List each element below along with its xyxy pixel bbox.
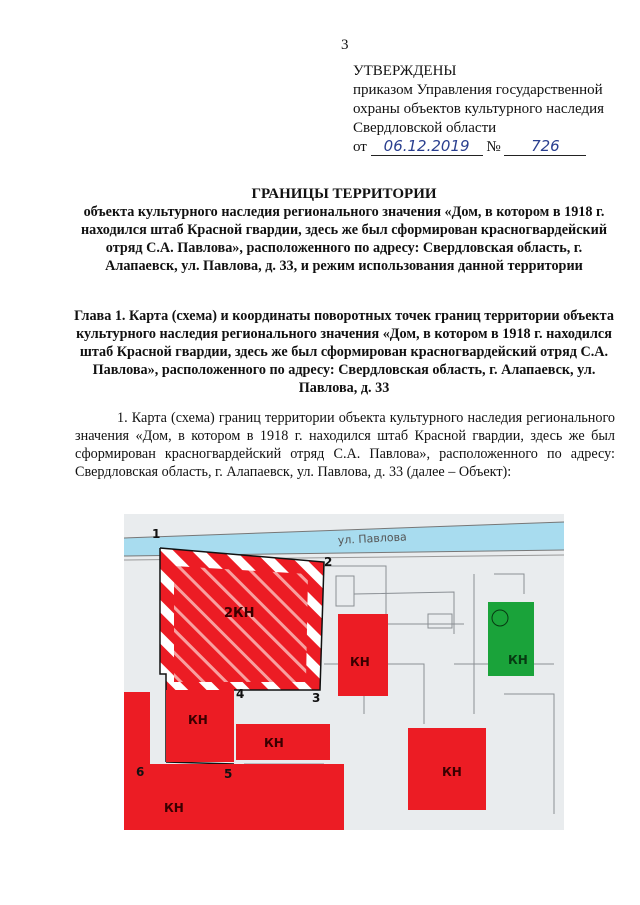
approval-stamp [353,62,604,157]
date-prefix: от [353,139,367,155]
approval-heading: УТВЕРЖДЕНЫ [353,63,457,79]
approval-agency-line: охраны объектов культурного наследия [353,101,605,117]
label-kn-center: КН [350,655,370,669]
point-3-label: 3 [312,691,321,705]
label-2kn: 2КН [224,606,255,621]
zone-kn-left-edge [124,692,150,764]
label-kn-lower-right: КН [442,765,462,779]
approval-date-line [353,138,604,157]
document-title [70,185,618,275]
point-4-label: 4 [236,687,245,701]
label-kn-lower-left: КН [188,713,208,727]
chapter-heading: Глава 1. Карта (схема) и координаты поворотных точек границ территории объекта культурного наследия регионального значения «Дом, в котором в 1918 г. находился штаб Красной гвардии, здесь же был сформирован красногвардейский отряд С.А. Павлова», расположенного по адресу: Свердловская область, г. Алапаевск, ул. Павлова, д. 33 [74,308,614,396]
number-field [504,139,586,156]
zone-kn-bottom-left [124,764,344,830]
point-5-label: 5 [224,767,233,781]
page-number: 3 [341,37,349,53]
street-label: ул. Павлова [337,530,408,547]
paragraph-text: Карта (схема) границ территории объекта культурного наследия регионального значения «Дом, в котором в 1918 г. находился штаб Красной гвардии, здесь же был сформирован красногвардейский отряд С.А. Павлова», расположенного по адресу: Свердловская область, г. Алапаевск, ул. Павлова, д. 33 (далее – Объект): [75,410,615,480]
handwritten-number: 726 [531,137,560,155]
point-2-label: 2 [324,555,333,569]
point-1-label: 1 [152,527,161,541]
title-subtitle: объекта культурного наследия регионального значения «Дом, в котором в 1918 г. находился штаб Красной гвардии, здесь же был сформирован красногвардейский отряд С.А. Павлова», расположенного по адресу: Свердловская область, г. Алапаевск, ул. Павлова, д. 33, и режим использования данной территории [80,204,608,274]
handwritten-date: 06.12.2019 [383,137,470,155]
paragraph-1 [75,409,615,481]
approval-order-line: приказом Управления государственной [353,82,603,98]
number-prefix: № [486,139,501,155]
date-field [371,139,483,156]
zone-2kn-inner [174,566,308,682]
label-kn-small: КН [264,736,284,750]
title-main: ГРАНИЦЫ ТЕРРИТОРИИ [251,186,437,202]
label-kn-bottom-left: КН [164,801,184,815]
approval-region-line: Свердловской области [353,120,497,136]
map-svg [124,514,564,830]
point-6-label: 6 [136,765,145,779]
label-kn-green: КН [508,653,528,667]
paragraph-number: 1. [117,410,128,426]
territory-map [124,514,564,830]
